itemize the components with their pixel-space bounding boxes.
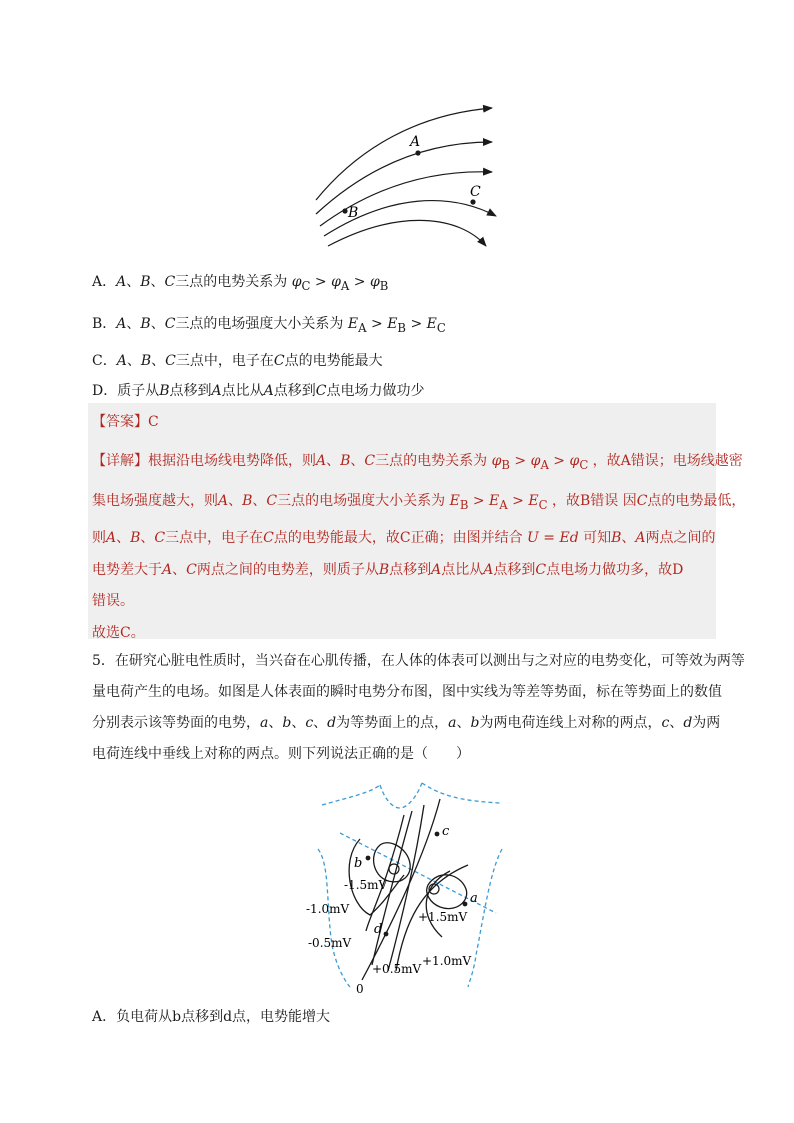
option-d[interactable]: D．质子从B点移到A点比从A点移到C点电场力做功少: [92, 383, 425, 399]
body-outline-right: [468, 849, 502, 987]
explanation-text-1: 根据沿电场线电势降低，则A、B、C三点的电势关系为 $\varphi_B > \varphi_A > \varphi_C$ ，故A错误；电场线越密: [148, 453, 743, 472]
label-a: a: [470, 891, 478, 906]
answer-value: C: [148, 414, 159, 430]
point-c: [470, 199, 475, 204]
field-lines-figure: [300, 96, 510, 256]
body-outline-left: [318, 849, 350, 987]
label-pos15: +1.5mV: [418, 910, 468, 924]
point-c: [435, 832, 440, 837]
charge-negative: [389, 864, 399, 874]
equipotential-pos10: [426, 871, 450, 937]
label-pos10: +1.0mV: [422, 954, 472, 968]
point-d: [384, 932, 389, 937]
field-line-3: [320, 172, 492, 226]
explanation-line-3: 则A、B、C三点中，电子在C点的电势能最大，故C正确；由图并结合 U = Ed 可知B、A两点之间的: [92, 530, 716, 546]
point-b: [342, 208, 347, 213]
explanation-tag: 【详解】: [92, 453, 148, 469]
label-b: B: [348, 205, 359, 221]
point-a: [463, 902, 468, 907]
point-b: [366, 856, 371, 861]
field-line-1: [316, 108, 492, 200]
label-neg05: -0.5mV: [308, 936, 352, 950]
label-pos05: +0.5mV: [372, 962, 422, 976]
potential-map-figure: [300, 775, 530, 1000]
option-a[interactable]: A．A、B、C三点的电势关系为 $\varphi_C > \varphi_A > \varphi_B$: [92, 274, 389, 293]
label-c: C: [470, 184, 481, 200]
explanation-line-2: 集电场强度越大，则A、B、C三点的电场强度大小关系为 $E_B > E_A > E_C$ ，故B错误 因C点的电势最低，: [92, 493, 746, 512]
q5-line-3: 分别表示该等势面的电势，a、b、c、d为等势面上的点，a、b为两电荷连线上对称的两点，c、d为两: [92, 715, 721, 731]
label-zero: 0: [356, 982, 364, 996]
label-b: b: [354, 856, 363, 871]
point-a: [415, 150, 420, 155]
field-line-5: [328, 220, 486, 246]
answer-panel: [88, 403, 716, 639]
conclusion: 故选C。: [92, 625, 145, 641]
label-neg15: -1.5mV: [344, 878, 388, 892]
option-b[interactable]: B．A、B、C三点的电场强度大小关系为 $E_A > E_B > E_C$: [92, 316, 446, 335]
explanation-line-5: 错误。: [92, 593, 134, 609]
q5-option-a[interactable]: A．负电荷从b点移到d点，电势能增大: [92, 1009, 331, 1025]
option-c[interactable]: C．A、B、C三点中，电子在C点的电势能最大: [92, 353, 383, 369]
answer-tag: 【答案】: [92, 414, 148, 430]
label-neg10: -1.0mV: [306, 902, 350, 916]
explanation-line-4: 电势差大于A、C两点之间的电势差，则质子从B点移到A点比从A点移到C点电场力做功多，故D: [92, 562, 684, 578]
answer-line: [92, 412, 159, 432]
equipotential-neg15: [374, 843, 411, 882]
q5-line-4: 电荷连线中垂线上对称的两点。则下列说法正确的是（ ）: [92, 746, 470, 762]
label-c: c: [442, 824, 450, 839]
q5-line-2: 量电荷产生的电场。如图是人体表面的瞬时电势分布图，图中实线为等差等势面，标在等势面上的数值: [92, 684, 722, 700]
label-a: A: [410, 134, 421, 150]
explanation-line-1: [92, 451, 743, 475]
q5-line-1: 5．在研究心脏电性质时，当兴奋在心肌传播，在人体的体表可以测出与之对应的电势变化，可等效为两等: [92, 653, 745, 669]
equipotential-pos15: [427, 875, 467, 909]
label-d: d: [374, 922, 383, 937]
body-outline-top: [322, 783, 500, 808]
